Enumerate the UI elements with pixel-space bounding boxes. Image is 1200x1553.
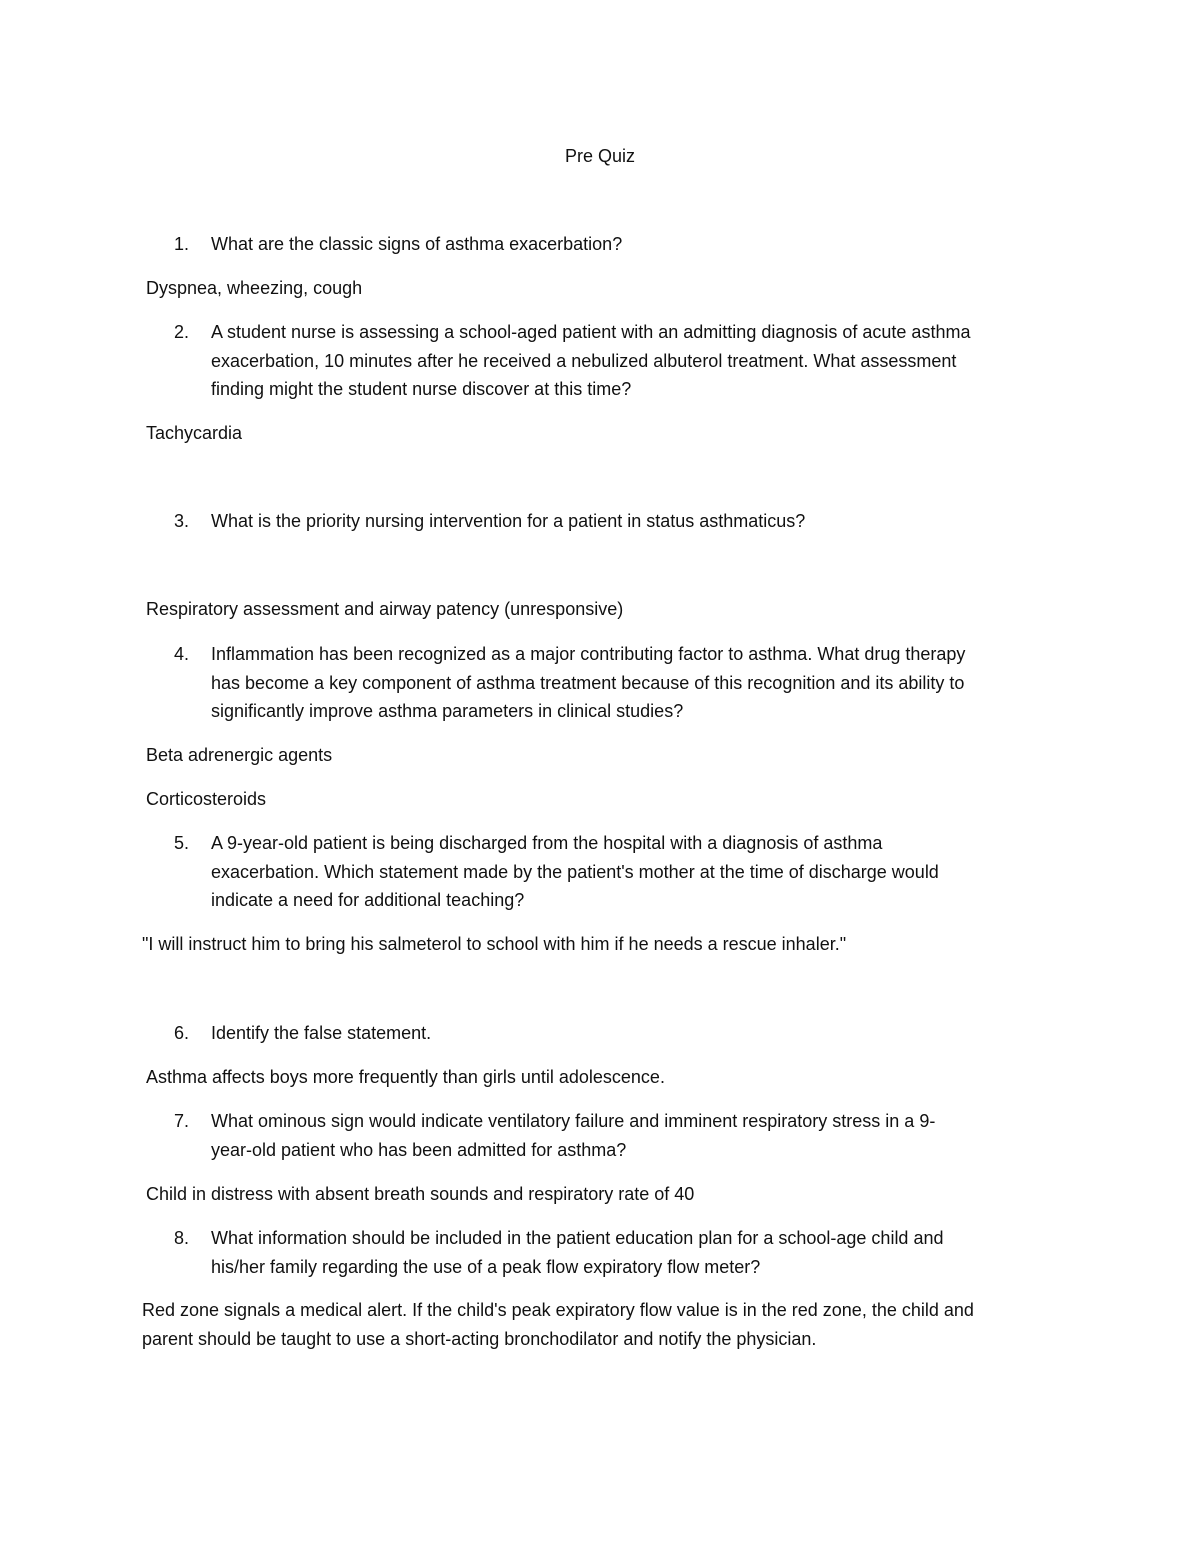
question-line: significantly improve asthma parameters in clinical studies? [211,701,684,721]
question-line: finding might the student nurse discover at this time? [211,379,632,399]
question-line: exacerbation, 10 minutes after he received a nebulized albuterol treatment. What assessment [211,350,957,371]
answer-text: Respiratory assessment and airway patency (unresponsive) [146,599,624,619]
question-number: 6. [174,1023,190,1043]
question-line: year-old patient who has been admitted for asthma? [211,1139,627,1160]
page-title: Pre Quiz [564,146,636,166]
question-text [211,640,1071,726]
question-text [211,829,1071,915]
question-line: Inflammation has been recognized as a major contributing factor to asthma. What drug therapy [211,644,966,664]
question-text [211,1019,1071,1048]
question-line: A student nurse is assessing a school-aged patient with an admitting diagnosis of acute asthma [211,322,971,342]
answer-line: Red zone signals a medical alert. If the child's peak expiratory flow value is in the red zone, the child and [142,1300,974,1320]
question-line: What are the classic signs of asthma exacerbation? [211,234,623,254]
answer-text: Child in distress with absent breath sounds and respiratory rate of 40 [146,1184,695,1204]
question-line: A 9-year-old patient is being discharged from the hospital with a diagnosis of asthma [211,833,883,853]
answer-text: Dyspnea, wheezing, cough [146,278,363,298]
question-line: has become a key component of asthma treatment because of this recognition and its ability to [211,672,965,693]
question-number: 2. [174,322,190,342]
question-line: exacerbation. Which statement made by the patient's mother at the time of discharge would [211,861,939,882]
question-number: 3. [174,511,190,531]
answer-text [142,1296,974,1353]
question-number: 5. [174,833,190,853]
answer-text: Tachycardia [146,423,243,443]
question-text [211,230,1071,259]
question-line: Identify the false statement. [211,1023,432,1043]
question-line: indicate a need for additional teaching? [211,890,525,910]
question-number: 7. [174,1111,190,1131]
answer-text: Asthma affects boys more frequently than girls until adolescence. [146,1067,665,1087]
question-line: What is the priority nursing intervention for a patient in status asthmaticus? [211,511,806,531]
question-number: 1. [174,234,190,254]
question-text [211,1224,1071,1281]
question-text [211,1107,1071,1164]
answer-text: "I will instruct him to bring his salmeterol to school with him if he needs a rescue inhaler." [142,934,847,954]
question-number: 8. [174,1228,190,1248]
question-line: his/her family regarding the use of a peak flow expiratory flow meter? [211,1256,761,1277]
question-number: 4. [174,644,190,664]
question-line: What information should be included in the patient education plan for a school-age child and [211,1228,944,1248]
answer-text: Corticosteroids [146,789,267,809]
question-line: What ominous sign would indicate ventilatory failure and imminent respiratory stress in a 9- [211,1111,936,1131]
question-text [211,507,1071,536]
answer-line: parent should be taught to use a short-acting bronchodilator and notify the physician. [142,1328,817,1349]
question-text [211,318,1071,404]
answer-text: Beta adrenergic agents [146,745,333,765]
